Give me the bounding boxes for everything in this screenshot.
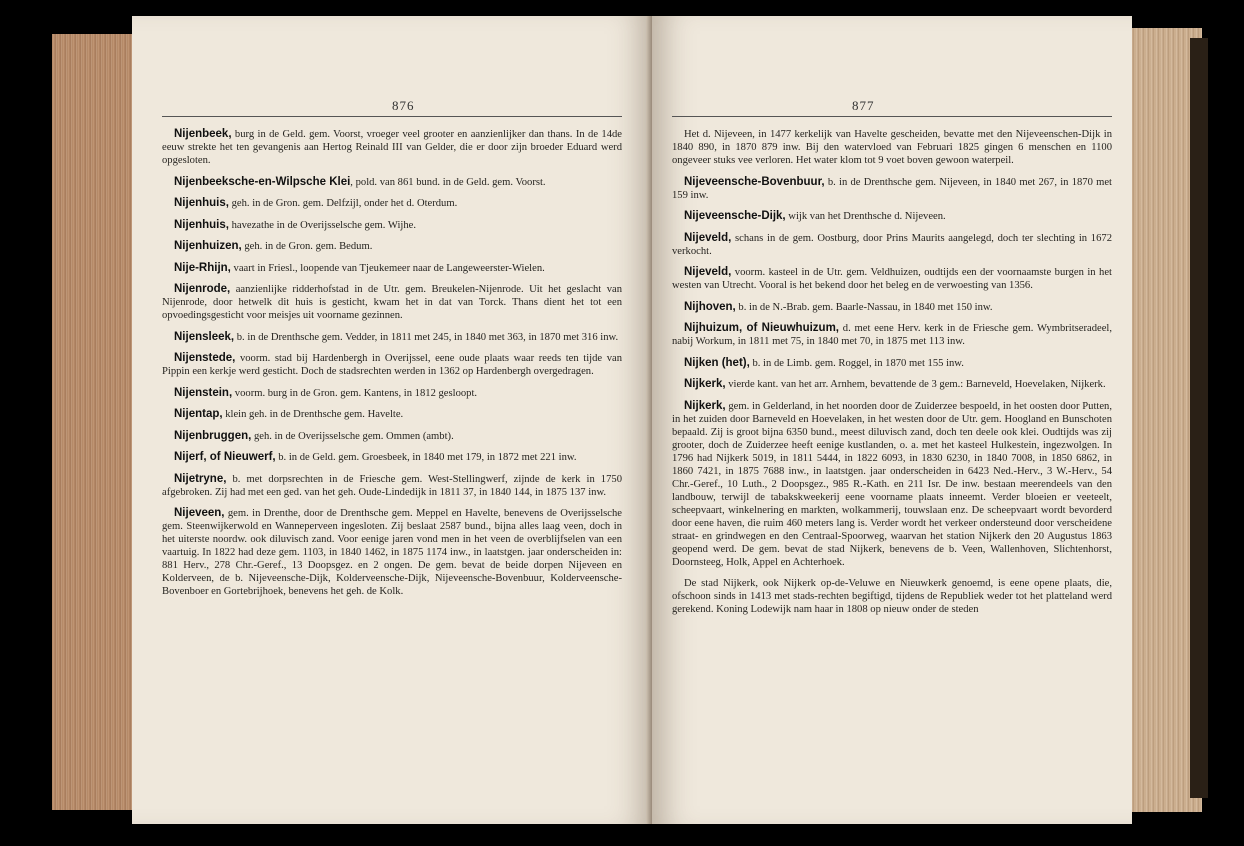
right-page bbox=[652, 16, 1132, 824]
entry-text: wijk van het Drenthsche d. Nijeveen. bbox=[785, 211, 946, 222]
entry-headword: Nijentap, bbox=[174, 408, 223, 420]
dictionary-entry bbox=[672, 378, 1112, 391]
entry-text: geh. in de Gron. gem. Bedum. bbox=[241, 241, 373, 252]
entry-text: aanzienlijke ridderhofstad in de Utr. gem. Breukelen-Nijenrode. Uit het geslacht van Nijenrode, door hetwelk dit huis is gesticht, kwam het in dat van Torck. Thans dient het tot een opvoedingsgesticht voor meisjes uit voorname gezinnen. bbox=[162, 284, 622, 321]
entry-headword: Nijetryne, bbox=[174, 472, 227, 485]
entry-text: b. in de Drenthsche gem. Vedder, in 1811 met 245, in 1840 met 363, in 1870 met 316 inw. bbox=[234, 331, 619, 343]
entry-text: voorm. kasteel in de Utr. gem. Veldhuizen, oudtijds een der voornaamste burgen in het westen van Utrecht. Vooral is het bekend door het beleg en de verwoesting van 1356. bbox=[672, 267, 1112, 291]
dictionary-entry bbox=[672, 210, 1112, 223]
entry-text: b. in de Geld. gem. Groesbeek, in 1840 met 179, in 1872 met 221 inw. bbox=[275, 452, 577, 463]
dictionary-entry bbox=[162, 283, 622, 322]
dictionary-entry bbox=[162, 387, 622, 400]
dictionary-entry bbox=[672, 176, 1112, 202]
dictionary-entry bbox=[162, 451, 622, 464]
entry-headword: Nijhuizum, of Nieuwhuizum, bbox=[684, 322, 839, 334]
entry-text: havezathe in de Overijsselsche gem. Wijhe. bbox=[228, 219, 417, 231]
entry-text: De stad Nijkerk, ook Nijkerk op-de-Veluwe en Nieuwkerk genoemd, is eene opene plaats, die, ofschoon sinds in 1413 met stads-rechten begiftigd, tijdens de Republiek weder tot het platteland werd gerekend. Koning Lodewijk nam haar in 1808 op nieuw onder de steden bbox=[672, 578, 1112, 615]
entry-text: b. in de Limb. gem. Roggel, in 1870 met 155 inw. bbox=[749, 357, 964, 369]
entry-text: b. in de N.-Brab. gem. Baarle-Nassau, in 1840 met 150 inw. bbox=[735, 301, 993, 313]
dictionary-entry bbox=[672, 400, 1112, 569]
dictionary-entry bbox=[672, 128, 1112, 167]
entry-text: burg in de Geld. gem. Voorst, vroeger veel grooter en aanzienlijker dan thans. In de 14de eeuw strekte het ten gevangenis aan Hertog Reinald III van Gelder, die er door zijn broeder Eduard werd opgesloten. bbox=[162, 129, 622, 166]
dictionary-entry bbox=[162, 331, 622, 344]
entry-text: schans in de gem. Oostburg, door Prins Maurits aangelegd, doch ter slechting in 1672 verkocht. bbox=[672, 232, 1112, 257]
entry-headword: Nije-Rhijn, bbox=[174, 261, 231, 274]
page-number-right: 877 bbox=[852, 98, 875, 113]
right-page-text bbox=[672, 128, 1112, 625]
entry-text: vierde kant. van het arr. Arnhem, bevattende de 3 gem.: Barneveld, Hoevelaken, Nijkerk. bbox=[725, 379, 1106, 390]
entry-text: geh. in de Overijsselsche gem. Ommen (ambt). bbox=[251, 430, 454, 442]
entry-headword: Nijerf, of Nieuwerf, bbox=[174, 451, 276, 463]
dictionary-entry bbox=[162, 430, 622, 443]
entry-headword: Nijken (het), bbox=[684, 356, 750, 369]
dictionary-entry bbox=[162, 219, 622, 232]
entry-text: gem. in Gelderland, in het noorden door de Zuiderzee bespoeld, in het oosten door Putten, in het zuiden door Barneveld en Hoevelaken, in het westen door de Utr. gem. Hoogland en Bunschoten bepaald. Zij is groot bijna 6350 bund., meest diluvisch zand, doch ten deele ook klei. Oudtijds was zij grooter, doch de Zuiderzee heeft eenige kustlanden, o. a. met het kasteel Hulkestein, ingezwolgen. In 1796 had Nijkerk 5019, in 1811 5444, in 1822 6093, in 1830 6230, in 1840 7008, in 1850 6862, in 1860 7421, in 1875 7688 inw., in laatstgen. jaar onderscheiden in 6423 Ned.-Herv., 3 W.-Herv., 54 Chr.-Geref., 10 Luth., 2 Doopsgez., 985 R.-Kath. en 211 Isr. De inw. bestaan meerendeels van den landbouw, terwijl de tabakskweekerij eene voorname plaats inneemt. Verder bloeien er veeteelt, scheepvaart, winkelnering en markten, wolkammerij, touwslaan enz. De scheepvaart wordt bevorderd door eene haven, die ruim 460 meters lang is. Verder wordt het verkeer ondersteund door verscheidene straat- en grindwegen en den Centraal-Spoorweg, waarvan het station Nijkerk den 20 Augustus 1863 geopend werd. De gem. bevat de stad Nijkerk, benevens de b. Veen, Wallenhoven, Slichtenhorst, Doornsteeg, Holk, Appel en Achterhoek. bbox=[672, 400, 1112, 568]
entry-text: , pold. van 861 bund. in de Geld. gem. Voorst. bbox=[350, 176, 546, 188]
entry-headword: Nijeveensche-Dijk, bbox=[684, 210, 786, 222]
entry-headword: Nijkerk, bbox=[684, 399, 726, 412]
left-page-text bbox=[162, 128, 622, 607]
dictionary-entry bbox=[162, 352, 622, 378]
entry-headword: Nijeveensche-Bovenbuur, bbox=[684, 175, 825, 188]
entry-headword: Nijenstede, bbox=[174, 352, 236, 364]
entry-text: vaart in Friesl., loopende van Tjeukemeer naar de Langeweerster-Wielen. bbox=[230, 262, 545, 274]
entry-headword: Nijenbruggen, bbox=[174, 429, 252, 442]
entry-headword: Nijenbeeksche-en-Wilpsche Klei bbox=[174, 175, 351, 188]
entry-headword: Nijenhuizen, bbox=[174, 240, 242, 252]
entry-text: voorm. stad bij Hardenbergh in Overijssel, eene oude plaats waar reeds ten tijde van Pippin een kerkje werd gesticht. Doch de stadsrechten werden in 1362 op Hardenbergh overgedragen. bbox=[162, 353, 622, 377]
entry-headword: Nijenhuis, bbox=[174, 197, 229, 209]
dictionary-entry bbox=[162, 507, 622, 598]
entry-headword: Nijeveld, bbox=[684, 231, 732, 244]
page-number-left: 876 bbox=[392, 98, 415, 113]
header-rule-right bbox=[672, 116, 1112, 117]
header-rule-left bbox=[162, 116, 622, 117]
entry-text: gem. in Drenthe, door de Drenthsche gem. Meppel en Havelte, benevens de Overijsselsche gem. Steenwijkerwold en Wanneperveen ingesloten. Zij beslaat 2587 bund., bijna alles laag veen, doch in het uiterste noordw. ook diluvisch zand. Voor eenige jaren vond men in het veen de overblijfselen van een vaartuig. In 1822 had deze gem. 1103, in 1840 1462, in 1875 1174 inw., in laatstgen. jaar onderscheiden in: 881 Herv., 278 Chr.-Geref., 13 Doopsgez. en 2 ongen. De gem. bevat de beide dorpen Nijeveen en Kolderveen, de b. Nijeveensche-Dijk, Kolderveensche-Dijk, Nijeveensche-Bovenbuur, Kolderveensche-Bovenboer en Gortebrijhoek, benevens het geh. de Kolk. bbox=[162, 508, 622, 597]
dictionary-entry bbox=[162, 262, 622, 275]
dictionary-entry bbox=[672, 266, 1112, 292]
entry-text: voorm. burg in de Gron. gem. Kantens, in 1812 gesloopt. bbox=[232, 387, 478, 399]
entry-headword: Nijkerk, bbox=[684, 378, 726, 390]
dictionary-entry bbox=[162, 197, 622, 210]
entry-text: b. in de Drenthsche gem. Nijeveen, in 1840 met 267, in 1870 met 159 inw. bbox=[672, 176, 1112, 201]
entry-headword: Nijeveld, bbox=[684, 266, 732, 278]
entry-headword: Nijenstein, bbox=[174, 386, 233, 399]
entry-headword: Nijeveen, bbox=[174, 507, 225, 519]
entry-headword: Nijenhuis, bbox=[174, 218, 229, 231]
dictionary-entry bbox=[672, 577, 1112, 616]
dictionary-entry bbox=[162, 176, 622, 189]
entry-headword: Nijhoven, bbox=[684, 300, 736, 313]
dictionary-entry bbox=[162, 128, 622, 167]
dictionary-entry bbox=[162, 473, 622, 499]
entry-headword: Nijenrode, bbox=[174, 283, 231, 295]
left-page bbox=[132, 16, 652, 824]
open-book bbox=[40, 14, 1208, 826]
dictionary-entry bbox=[672, 301, 1112, 314]
dictionary-entry bbox=[162, 240, 622, 253]
dictionary-entry bbox=[162, 408, 622, 421]
entry-text: Het d. Nijeveen, in 1477 kerkelijk van Havelte gescheiden, bevatte met den Nijeveenschen-Dijk in 1840 890, in 1870 879 inw. Bij den watervloed van Februari 1825 gingen 6 menschen en 1100 ongeveer stuks vee verloren. Het water klom tot 9 voet boven gewoon waterpeil. bbox=[672, 129, 1112, 166]
entry-text: b. met dorpsrechten in de Friesche gem. West-Stellingwerf, zijnde de kerk in 1750 afgebroken. Zij had met een ged. van het geh. Oude-Lindedijk in 1811 37, in 1840 144, in 1875 137 inw. bbox=[162, 473, 622, 498]
entry-text: klein geh. in de Drenthsche gem. Havelte. bbox=[222, 409, 404, 420]
dictionary-entry bbox=[672, 357, 1112, 370]
entry-headword: Nijenbeek, bbox=[174, 128, 232, 140]
entry-headword: Nijensleek, bbox=[174, 330, 235, 343]
dictionary-entry bbox=[672, 322, 1112, 348]
entry-text: d. met eene Herv. kerk in de Friesche gem. Wymbritseradeel, nabij Workum, in 1811 met 75, in 1840 met 70, in 1875 met 113 inw. bbox=[672, 323, 1112, 347]
entry-text: geh. in de Gron. gem. Delfzijl, onder het d. Oterdum. bbox=[228, 198, 458, 209]
book-cover-right bbox=[1190, 38, 1208, 798]
dictionary-entry bbox=[672, 232, 1112, 258]
